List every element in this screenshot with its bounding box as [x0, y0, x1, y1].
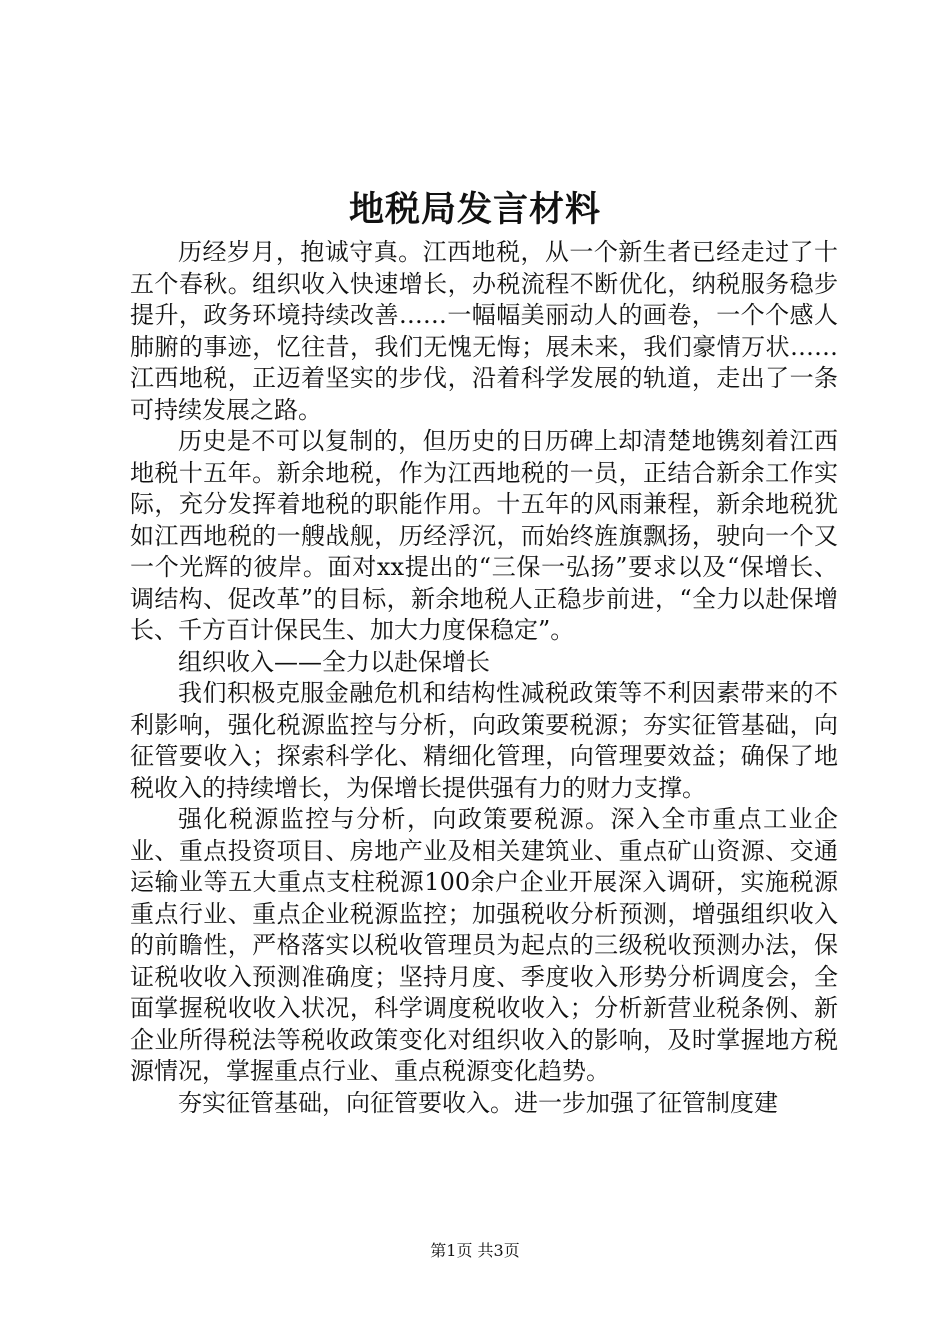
document-body: [130, 237, 838, 1119]
paragraph-history: 历史是不可以复制的，但历史的日历碑上却清楚地镌刻着江西地税十五年。新余地税，作为江西地税的一员，正结合新余工作实际，充分发挥着地税的职能作用。十五年的风雨兼程，新余地税犹如江西地税的一艘战舰，历经浮沉，而始终旌旗飘扬，驶向一个又一个光辉的彼岸。面对xx提出的“三保一弘扬”要求以及“保增长、调结构、促改革”的目标，新余地税人正稳步前进，“全力以赴保增长、千方百计保民生、加大力度保稳定”。: [130, 427, 838, 644]
paragraph-collection-foundation: 夯实征管基础，向征管要收入。进一步加强了征管制度建: [178, 1088, 778, 1117]
paragraph-revenue-overview: 我们积极克服金融危机和结构性减税政策等不利因素带来的不利影响，强化税源监控与分析，向政策要税源；夯实征管基础，向征管要收入；探索科学化、精细化管理，向管理要效益；确保了地税收入的持续增长，为保增长提供强有力的财力支撑。: [130, 679, 838, 802]
document-title: 地税局发言材料: [348, 189, 601, 230]
section-heading-revenue: 组织收入——全力以赴保增长: [178, 647, 490, 676]
paragraph-intro: 历经岁月，抱诚守真。江西地税，从一个新生者已经走过了十五个春秋。组织收入快速增长，办税流程不断优化，纳税服务稳步提升，政务环境持续改善……一幅幅美丽动人的画卷，一个个感人肺腑的事迹，忆往昔，我们无愧无悔；展未来，我们豪情万状……江西地税，正迈着坚实的步伐，沿着科学发展的轨道，走出了一条可持续发展之路。: [130, 238, 838, 424]
paragraph-tax-source-monitoring: 强化税源监控与分析，向政策要税源。深入全市重点工业企业、重点投资项目、房地产业及相关建筑业、重点矿山资源、交通运输业等五大重点支柱税源100余户企业开展深入调研，实施税源重点行业、重点企业税源监控；加强税收分析预测，增强组织收入的前瞻性，严格落实以税收管理员为起点的三级税收预测办法，保证税收收入预测准确度；坚持月度、季度收入形势分析调度会，全面掌握税收收入状况，科学调度税收收入；分析新营业税条例、新企业所得税法等税收政策变化对组织收入的影响，及时掌握地方税源情况，掌握重点行业、重点税源变化趋势。: [130, 805, 838, 1085]
page-number-footer: 第1页 共3页: [430, 1241, 520, 1260]
